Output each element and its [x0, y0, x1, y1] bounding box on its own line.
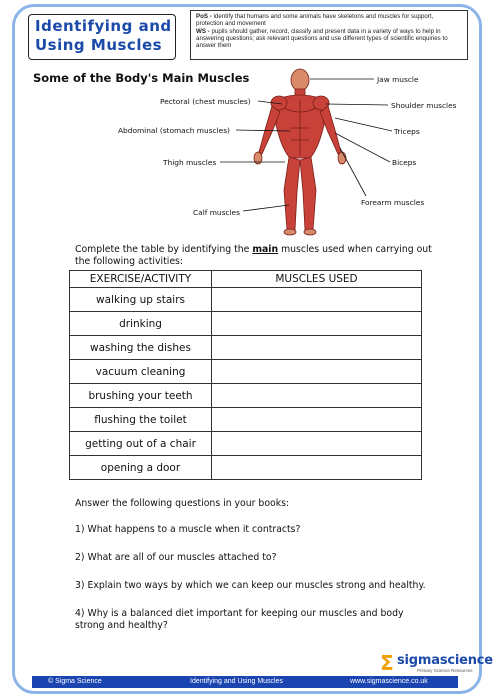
- pos-text: identify that humans and some animals have skeletons and muscles for support, protection and movement: [196, 13, 434, 28]
- instruction-emphasis: main: [252, 244, 279, 255]
- table-row: [70, 360, 422, 384]
- table-row: [70, 288, 422, 312]
- page-title: Identifying and Using Muscles: [35, 17, 172, 54]
- footer-url[interactable]: www.sigmascience.co.uk: [350, 677, 428, 685]
- table-row: [70, 384, 422, 408]
- pos-label: PoS -: [196, 13, 212, 20]
- thigh-muscles-label: Thigh muscles: [163, 158, 217, 167]
- answer-cell[interactable]: [212, 408, 422, 432]
- activity-cell: walking up stairs: [70, 288, 212, 312]
- table-row: [70, 312, 422, 336]
- answer-cell[interactable]: [212, 360, 422, 384]
- table-header-row: [70, 271, 422, 288]
- muscle-figure: [254, 69, 346, 235]
- section-heading: Some of the Body's Main Muscles: [33, 71, 250, 85]
- biceps-label: Biceps: [392, 158, 417, 167]
- triceps-label: Triceps: [394, 127, 420, 136]
- activity-cell: washing the dishes: [70, 336, 212, 360]
- answer-cell[interactable]: [212, 288, 422, 312]
- table-row: [70, 432, 422, 456]
- table-row: [70, 336, 422, 360]
- forearm-muscles-label: Forearm muscles: [361, 198, 425, 207]
- footer-copyright: © Sigma Science: [48, 677, 102, 685]
- abdominal-label: Abdominal (stomach muscles): [118, 126, 230, 135]
- question-4: 4) Why is a balanced diet important for keeping our muscles and body strong and healthy?: [75, 608, 404, 631]
- questions-intro: Answer the following questions in your books:: [75, 498, 290, 509]
- table-row: [70, 456, 422, 480]
- logo-name: [397, 653, 493, 668]
- activity-cell: brushing your teeth: [70, 384, 212, 408]
- activity-cell: flushing the toilet: [70, 408, 212, 432]
- footer-bar: [32, 676, 458, 688]
- activity-cell: opening a door: [70, 456, 212, 480]
- activities-table: [69, 270, 422, 480]
- footer-title: Identifying and Using Muscles: [190, 677, 283, 685]
- instruction-after: muscles used when carrying out the following activities:: [75, 244, 432, 267]
- activity-cell: getting out of a chair: [70, 432, 212, 456]
- activity-cell: vacuum cleaning: [70, 360, 212, 384]
- table-instruction: [75, 244, 435, 268]
- answer-cell[interactable]: [212, 456, 422, 480]
- activity-cell: drinking: [70, 312, 212, 336]
- answer-cell[interactable]: [212, 432, 422, 456]
- logo-tagline: Primary Science Resources: [417, 668, 473, 673]
- question-2: 2) What are all of our muscles attached to?: [75, 552, 277, 563]
- logo-name-b: science: [439, 653, 493, 668]
- header-exercise: EXERCISE/ACTIVITY: [70, 271, 212, 288]
- header-muscles-used: MUSCLES USED: [212, 271, 422, 288]
- table-row: [70, 408, 422, 432]
- answer-cell[interactable]: [212, 384, 422, 408]
- question-1: 1) What happens to a muscle when it contracts?: [75, 524, 301, 535]
- calf-muscles-label: Calf muscles: [193, 208, 240, 217]
- shoulder-muscles-label: Shoulder muscles: [391, 101, 457, 110]
- ws-text: pupils should gather, record, classify and present data in a variety of ways to help in answering questions; ask relevant questions and use different types of scientific enquiries to answer them: [196, 27, 448, 50]
- logo-name-a: sigma: [397, 653, 440, 668]
- jaw-muscle-label: Jaw muscle: [377, 75, 419, 84]
- sigma-science-logo: [378, 651, 493, 676]
- answer-cell[interactable]: [212, 336, 422, 360]
- pectoral-label: Pectoral (chest muscles): [160, 97, 251, 106]
- ws-label: WS -: [196, 27, 210, 35]
- question-3: 3) Explain two ways by which we can keep our muscles strong and healthy.: [75, 580, 426, 591]
- answer-cell[interactable]: [212, 312, 422, 336]
- sigma-icon: Σ: [380, 651, 394, 675]
- instruction-before: Complete the table by identifying the: [75, 244, 253, 255]
